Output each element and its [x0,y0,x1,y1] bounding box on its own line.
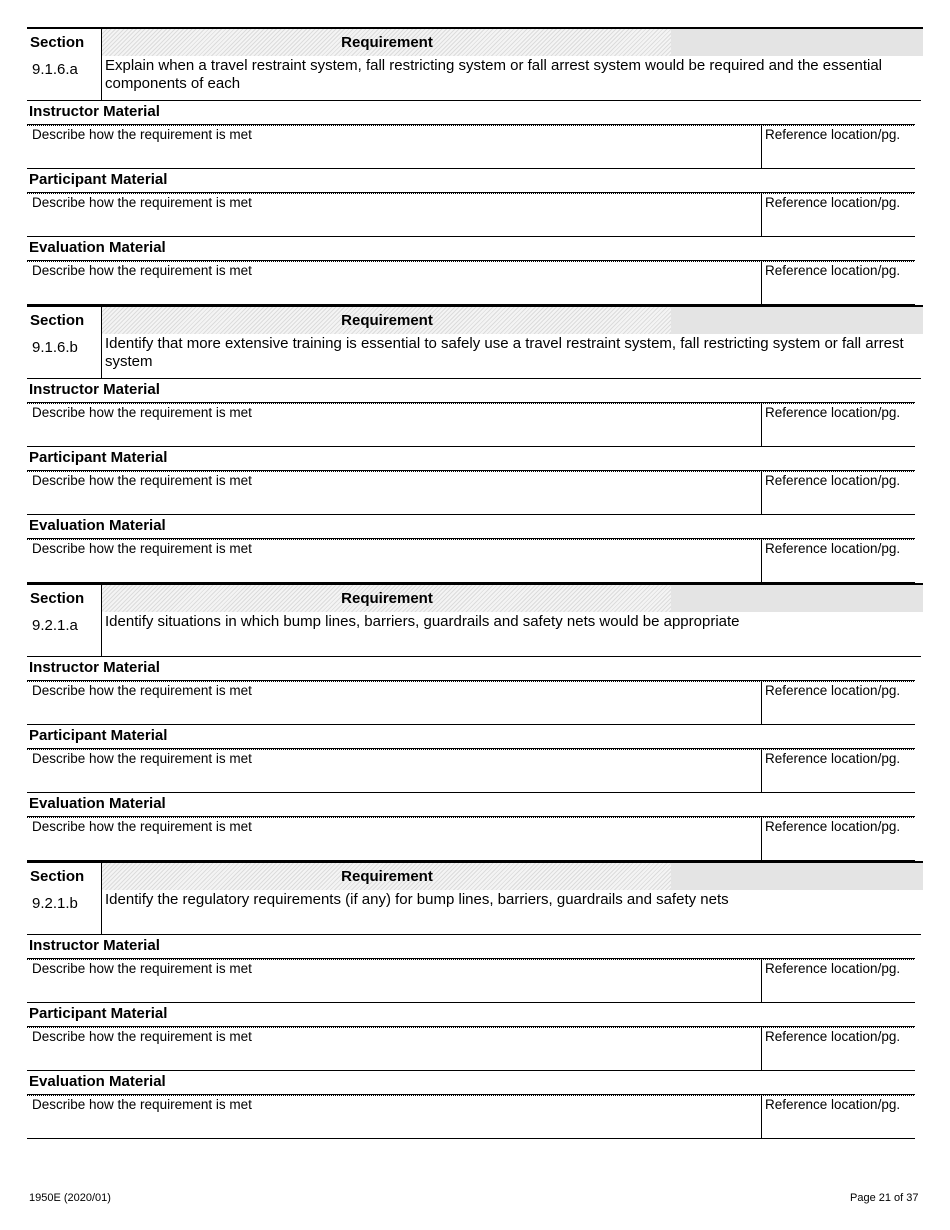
material-title: Participant Material [29,171,168,188]
describe-label: Describe how the requirement is met [32,473,252,488]
participant-material [27,447,921,515]
material-title: Evaluation Material [29,517,166,534]
material-title: Instructor Material [29,659,160,676]
describe-label: Describe how the requirement is met [32,1029,252,1044]
reference-field[interactable]: Reference location/pg. [761,193,915,236]
reference-field[interactable]: Reference location/pg. [761,1095,915,1138]
material-title: Participant Material [29,727,168,744]
form-number: 1950E (2020/01) [29,1192,111,1204]
material-title: Participant Material [29,449,168,466]
section-column-label: Section [27,29,101,56]
requirement-column-header [101,585,923,612]
section-header [27,27,923,56]
requirements-form [27,27,923,1139]
describe-label: Describe how the requirement is met [32,961,252,976]
material-field[interactable] [27,816,915,861]
participant-material [27,169,921,237]
reference-field[interactable]: Reference location/pg. [761,817,915,860]
reference-field[interactable]: Reference location/pg. [761,125,915,168]
requirement-row [27,334,921,379]
material-title: Instructor Material [29,103,160,120]
requirement-column-header [101,29,923,56]
material-field[interactable] [27,192,915,237]
material-title: Participant Material [29,1005,168,1022]
instructor-material [27,935,921,1003]
describe-label: Describe how the requirement is met [32,405,252,420]
material-field[interactable] [27,1026,915,1071]
describe-label: Describe how the requirement is met [32,195,252,210]
reference-field[interactable]: Reference location/pg. [761,959,915,1002]
material-field[interactable] [27,538,915,583]
describe-label: Describe how the requirement is met [32,819,252,834]
requirement-column-header [101,307,923,334]
describe-label: Describe how the requirement is met [32,541,252,556]
requirement-row [27,890,921,935]
material-field[interactable] [27,748,915,793]
requirement-row [27,56,921,101]
describe-label: Describe how the requirement is met [32,127,252,142]
requirement-column-label: Requirement [341,868,433,885]
requirement-column-header [101,863,923,890]
requirement-text: Identify that more extensive training is essential to safely use a travel restraint system, fall restricting system or fall arrest system [101,334,921,378]
instructor-material [27,379,921,447]
participant-material [27,1003,921,1071]
describe-label: Describe how the requirement is met [32,263,252,278]
describe-label: Describe how the requirement is met [32,1097,252,1112]
reference-field[interactable]: Reference location/pg. [761,471,915,514]
requirement-text: Identify the regulatory requirements (if any) for bump lines, barriers, guardrails and safety nets [101,890,921,934]
section-column-label: Section [27,307,101,334]
section-block [27,27,923,305]
material-field[interactable] [27,1094,915,1139]
requirement-text: Identify situations in which bump lines, barriers, guardrails and safety nets would be appropriate [101,612,921,656]
reference-field[interactable]: Reference location/pg. [761,1027,915,1070]
material-field[interactable] [27,402,915,447]
section-header [27,583,923,612]
reference-field[interactable]: Reference location/pg. [761,261,915,304]
section-code: 9.2.1.a [32,617,78,634]
requirement-row [27,612,921,657]
material-title: Instructor Material [29,381,160,398]
requirement-text: Explain when a travel restraint system, fall restricting system or fall arrest system would be required and the essential components of each [101,56,921,100]
section-code: 9.2.1.b [32,895,78,912]
material-title: Evaluation Material [29,1073,166,1090]
evaluation-material [27,1071,921,1139]
material-field[interactable] [27,260,915,305]
material-title: Evaluation Material [29,795,166,812]
evaluation-material [27,793,921,861]
section-column-label: Section [27,585,101,612]
evaluation-material [27,515,921,583]
participant-material [27,725,921,793]
evaluation-material [27,237,921,305]
instructor-material [27,101,921,169]
section-code: 9.1.6.b [32,339,78,356]
requirement-column-label: Requirement [341,312,433,329]
reference-field[interactable]: Reference location/pg. [761,749,915,792]
section-header [27,861,923,890]
requirement-column-label: Requirement [341,590,433,607]
section-block [27,583,923,861]
material-field[interactable] [27,470,915,515]
reference-field[interactable]: Reference location/pg. [761,403,915,446]
reference-field[interactable]: Reference location/pg. [761,681,915,724]
describe-label: Describe how the requirement is met [32,751,252,766]
material-field[interactable] [27,680,915,725]
section-column-label: Section [27,863,101,890]
reference-field[interactable]: Reference location/pg. [761,539,915,582]
instructor-material [27,657,921,725]
section-block [27,861,923,1139]
material-title: Evaluation Material [29,239,166,256]
describe-label: Describe how the requirement is met [32,683,252,698]
page-number: Page 21 of 37 [850,1192,919,1204]
section-block [27,305,923,583]
section-header [27,305,923,334]
section-code: 9.1.6.a [32,61,78,78]
requirement-column-label: Requirement [341,34,433,51]
material-title: Instructor Material [29,937,160,954]
material-field[interactable] [27,124,915,169]
material-field[interactable] [27,958,915,1003]
